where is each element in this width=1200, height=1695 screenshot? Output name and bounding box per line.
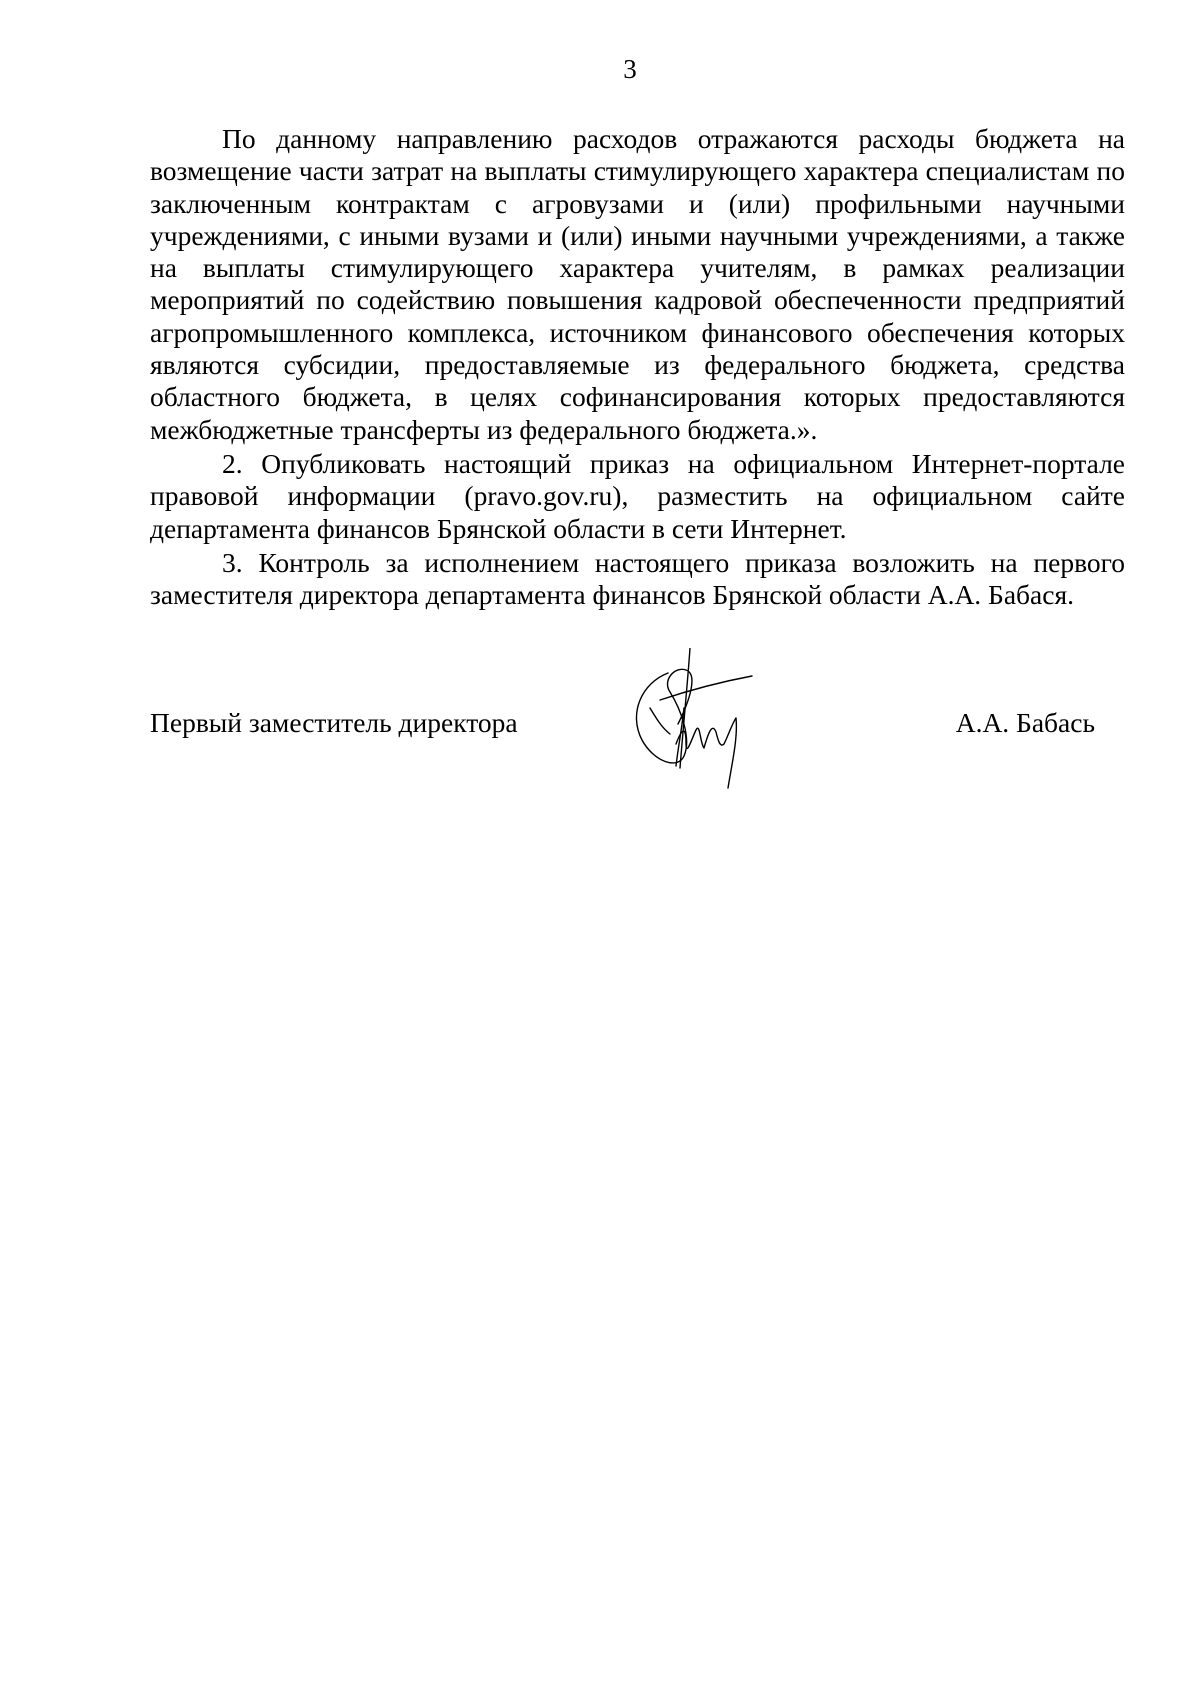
paragraph-expense-description: По данному направлению расходов отражаются расходы бюджета на возмещение части затрат на выплаты стимулирующего характера специалистам по заключенным контрактам с агровузами и (или) профильными научными учреждениями, с иными вузами и (или) иными научными учреждениями, а также на выплаты стимулирующего характера учителям, в рамках реализации мероприятий по содействию повышения кадровой обеспеченности предприятий агропромышленного комплекса, источником финансового обеспечения которых являются субсидии, предоставляемые из федерального бюджета, средства областного бюджета, в целях софинансирования которых предоставляются межбюджетные трансферты из федерального бюджета.». [150, 123, 1125, 445]
signatory-name: А.А. Бабась [955, 707, 1095, 738]
document-body [150, 123, 1125, 611]
signatory-position: Первый заместитель директора [150, 707, 518, 738]
paragraph-control-clause: 3. Контроль за исполнением настоящего приказа возложить на первого заместителя директора департамента финансов Брянской области А.А. Бабася. [150, 546, 1125, 611]
paragraph-publication-clause: 2. Опубликовать настоящий приказ на официальном Интернет-портале правовой информации (pravo.gov.ru), разместить на официальном сайте департамента финансов Брянской области в сети Интернет. [150, 447, 1125, 544]
handwritten-signature [620, 648, 800, 793]
page-number: 3 [623, 54, 637, 84]
